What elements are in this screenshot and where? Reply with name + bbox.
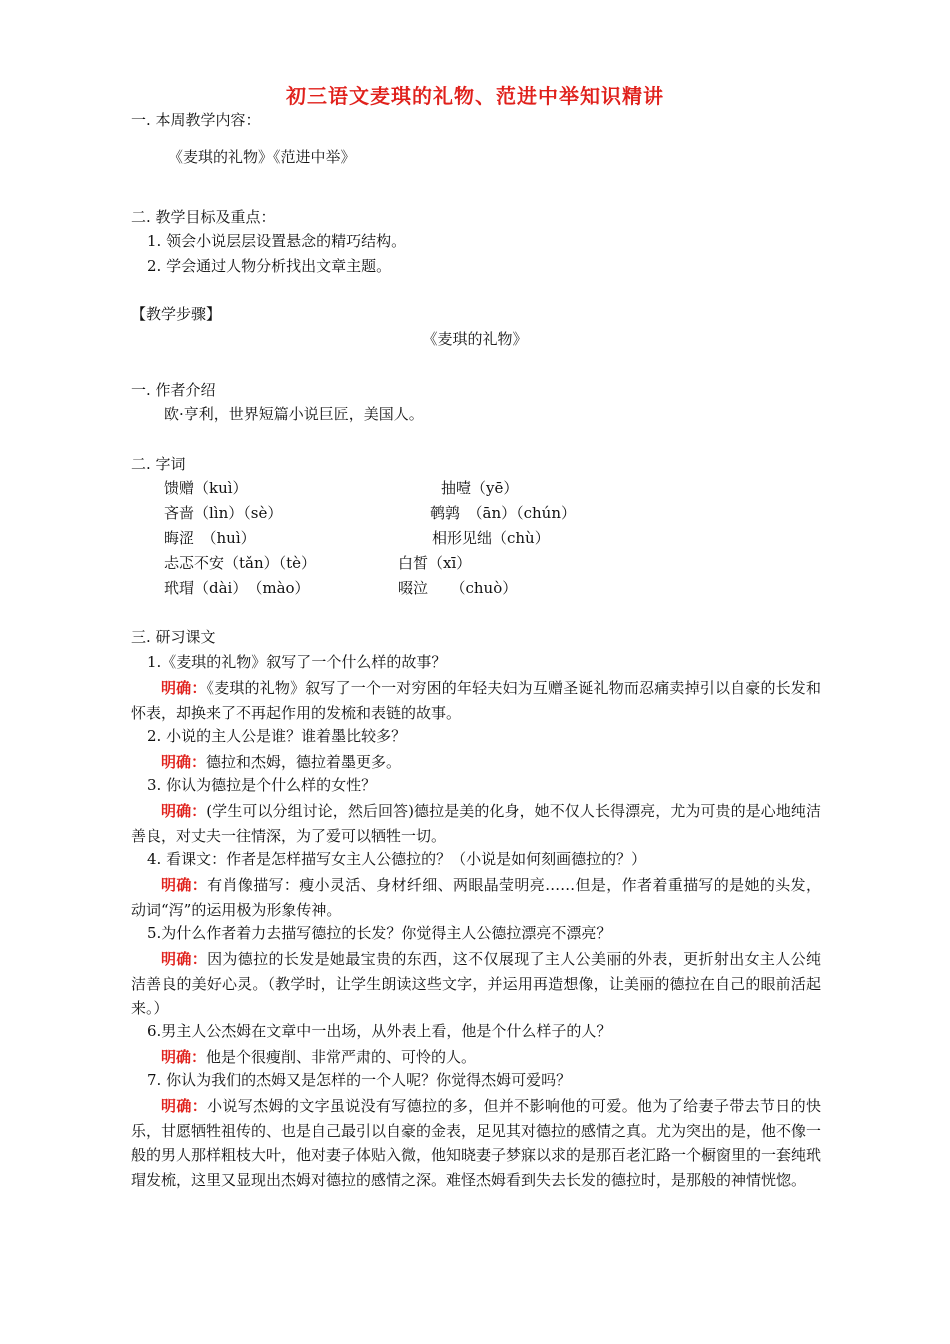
answer <box>131 676 821 725</box>
study-heading: 三. 研习课文 <box>131 628 216 646</box>
vocab-word: 鹌鹑 （ān）（chún） <box>430 504 576 522</box>
answer-label: 明确： <box>161 876 208 894</box>
vocab-word: 相形见绌（chù） <box>432 529 550 547</box>
answer-label: 明确： <box>161 950 208 968</box>
answer-label: 明确： <box>161 753 207 771</box>
answer <box>131 1045 821 1070</box>
answer-text: 他是个很瘦削、非常严肃的、可怜的人。 <box>206 1048 477 1066</box>
answer-label: 明确： <box>161 1048 207 1066</box>
answer <box>131 947 821 1021</box>
answer-text: 德拉和杰姆，德拉着墨更多。 <box>206 753 402 771</box>
question: 4. 看课文：作者是怎样描写女主人公德拉的？（小说是如何刻画德拉的？） <box>147 850 647 868</box>
answer-label: 明确： <box>161 679 207 697</box>
question: 6.男主人公杰姆在文章中一出场，从外表上看，他是个什么样子的人？ <box>147 1022 612 1040</box>
answer <box>131 873 821 922</box>
goal-item: 1. 领会小说层层设置悬念的精巧结构。 <box>147 232 407 250</box>
section1-heading: 一. 本周教学内容： <box>131 111 261 129</box>
goal-item: 2. 学会通过人物分析找出文章主题。 <box>147 257 392 275</box>
answer-text: 小说写杰姆的文字虽说没有写德拉的多，但并不影响他的可爱。他为了给妻子带去节日的快乐，甘愿牺牲祖传的、也是自己最引以自豪的金表，足见其对德拉的感情之真。尤为突出的是，他不像一般的男人那样粗枝大叶，他对妻子体贴入微，他知晓妻子梦寐以求的是那百老汇路一个橱窗里的一套纯玳瑁发梳，这里又显现出杰姆对德拉的感情之深。难怪杰姆看到失去长发的德拉时，是那般的神情恍惚。 <box>131 1097 822 1189</box>
answer-text: 有肖像描写：瘦小灵活、身材纤细、两眼晶莹明亮……但是，作者着重描写的是她的头发，动词“泻”的运用极为形象传神。 <box>131 876 821 919</box>
answer-label: 明确： <box>161 1097 208 1115</box>
steps-label: 【教学步骤】 <box>131 305 222 323</box>
vocab-heading: 二. 字词 <box>131 455 186 473</box>
answer-label: 明确： <box>161 802 207 820</box>
author-text: 欧·亨利，世界短篇小说巨匠，美国人。 <box>164 405 424 423</box>
author-heading: 一. 作者介绍 <box>131 381 216 399</box>
answer-text: 因为德拉的长发是她最宝贵的东西，这不仅展现了主人公美丽的外表，更折射出女主人公纯洁善良的美好心灵。（教学时，让学生朗读这些文字，并运用再造想像，让美丽的德拉在自己的眼前活起来。） <box>131 950 821 1017</box>
document-title: 初三语文麦琪的礼物、范进中举知识精讲 <box>286 84 664 108</box>
answer-text: 《麦琪的礼物》叙写了一个一对穷困的年轻夫妇为互赠圣诞礼物而忍痛卖掉引以自豪的长发和怀表，却换来了不再起作用的发梳和表链的故事。 <box>131 679 821 722</box>
answer <box>131 750 821 775</box>
vocab-word: 啜泣 （chuò） <box>398 579 518 597</box>
question: 7. 你认为我们的杰姆又是怎样的一个人呢？你觉得杰姆可爱吗？ <box>147 1071 572 1089</box>
answer-text: (学生可以分组讨论，然后回答)德拉是美的化身，她不仅人长得漂亮，尤为可贵的是心地纯洁善良，对丈夫一往情深，为了爱可以牺牲一切。 <box>131 802 821 845</box>
vocab-word: 玳瑁（dài） （mào） <box>164 579 310 597</box>
vocab-word: 吝啬（lìn）（sè） <box>164 504 283 522</box>
answer <box>131 1094 821 1192</box>
answer <box>131 799 821 848</box>
vocab-word: 晦涩 （huì） <box>164 529 256 547</box>
vocab-word: 馈赠（kuì） <box>164 479 248 497</box>
vocab-word: 抽噎（yē） <box>441 479 519 497</box>
section2-heading: 二. 教学目标及重点： <box>131 208 276 226</box>
question: 1.《麦琪的礼物》叙写了一个什么样的故事？ <box>147 653 447 671</box>
section1-content: 《麦琪的礼物》《范进中举》 <box>168 148 356 166</box>
vocab-word: 忐忑不安（tǎn）（tè） <box>164 554 317 572</box>
lesson-title: 《麦琪的礼物》 <box>422 330 528 348</box>
question: 5.为什么作者着力去描写德拉的长发？你觉得主人公德拉漂亮不漂亮？ <box>147 924 612 942</box>
vocab-word: 白皙（xī） <box>398 554 472 572</box>
question: 3. 你认为德拉是个什么样的女性？ <box>147 776 377 794</box>
question: 2. 小说的主人公是谁？谁着墨比较多？ <box>147 727 407 745</box>
